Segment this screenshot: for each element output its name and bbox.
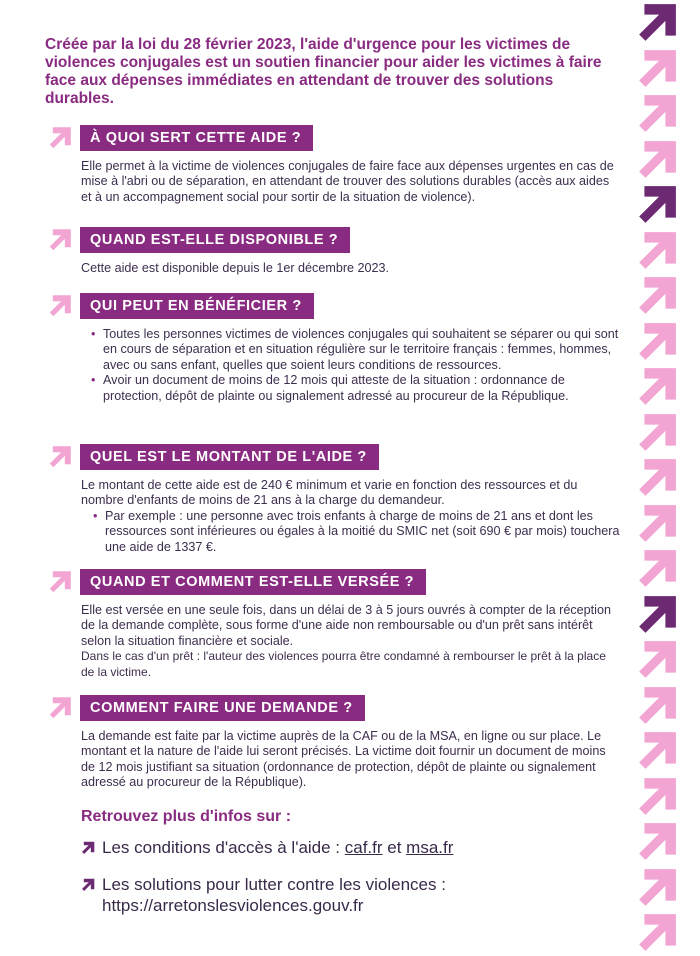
caf-link[interactable]: caf.fr (344, 838, 383, 857)
rail-arrow-icon (636, 412, 678, 454)
section-request (48, 694, 620, 791)
rail-arrow-icon (636, 93, 678, 135)
arrow-icon (48, 126, 72, 150)
conditions-text: Les conditions d'accès à l'aide : (102, 838, 345, 857)
arrow-icon (48, 570, 72, 594)
more-info-line-solutions (81, 874, 601, 916)
solutions-text[interactable]: Les solutions pour lutter contre les violences : https://arretonslesviolences.gouv.fr (102, 875, 446, 915)
section-beneficiaries (48, 292, 620, 404)
bullet-item: • Par exemple : une personne avec trois enfants à charge de moins de 21 ans et dont les ressources sont inférieures ou égales à la moitié du SMIC net (soit 690 € par mois) touchera une aide de 1337 €. (93, 509, 620, 555)
more-info-title: Retrouvez plus d'infos sur : (81, 808, 292, 825)
arrow-icon (48, 294, 72, 318)
rail-arrow-icon (636, 776, 678, 818)
more-info (81, 808, 601, 932)
section-paragraph: Cette aide est disponible depuis le 1er décembre 2023. (81, 261, 390, 275)
section-title: QUAND EST-ELLE DISPONIBLE ? (80, 227, 350, 253)
rail-arrow-icon (636, 548, 678, 590)
section-purpose (48, 124, 620, 205)
section-title: QUEL EST LE MONTANT DE L'AIDE ? (80, 444, 379, 470)
decorative-arrow-rail (636, 0, 682, 956)
rail-arrow-icon (636, 139, 678, 181)
rail-arrow-icon (636, 457, 678, 499)
bullet-item: • Avoir un document de moins de 12 mois qui atteste de la situation : ordonnance de protection, dépôt de plainte ou signalement adressé au procureur de la République. (91, 373, 620, 404)
msa-link[interactable]: msa.fr (406, 838, 454, 857)
section-paragraph: Le montant de cette aide est de 240 € minimum et varie en fonction des ressources et du nombre d'enfants de moins de 21 ans à la charge du demandeur. (81, 478, 578, 508)
section-availability (48, 226, 620, 276)
more-info-line-conditions (81, 837, 601, 858)
arrow-icon (48, 445, 72, 469)
section-paragraph: Elle est versée en une seule fois, dans un délai de 3 à 5 jours ouvrés à compter de la réception de la demande complète, sous forme d'une aide non remboursable ou d'un prêt sans intérêt selon la situation financière et sociale. (81, 603, 611, 648)
rail-arrow-icon (636, 639, 678, 681)
rail-arrow-icon (636, 321, 678, 363)
rail-arrow-icon (636, 366, 678, 408)
section-paragraph: La demande est faite par la victime auprès de la CAF ou de la MSA, en ligne ou sur place. Le montant et la nature de l'aide lui seront précisés. La victime doit fournir un document de moins de 12 mois justifiant sa situation (ordonnance de protection, dépôt de plainte ou signalement adressé au procureur de la République). (81, 729, 606, 790)
section-title: COMMENT FAIRE UNE DEMANDE ? (80, 695, 365, 721)
arrow-icon (48, 228, 72, 252)
rail-arrow-icon (636, 685, 678, 727)
conjunction-text: et (382, 838, 407, 857)
section-paragraph: Elle permet à la victime de violences conjugales de faire face aux dépenses urgentes en cas de mise à l'abri ou de séparation, en attendant de trouver des solutions durables (accès aux aides et à un accompagnement social pour sortir de la situation de violence). (81, 159, 614, 204)
rail-arrow-icon (636, 184, 678, 226)
arrow-icon (81, 878, 95, 892)
bullet-item: • Toutes les personnes victimes de violences conjugales qui souhaitent se séparer ou qui sont en cours de séparation et en situation régulière sur le territoire français : femmes, hommes, avec ou sans enfant, quelles que soient leurs conditions de ressources. (91, 327, 620, 373)
section-title: À QUOI SERT CETTE AIDE ? (80, 125, 313, 151)
section-amount (48, 443, 620, 555)
rail-arrow-icon (636, 867, 678, 909)
rail-arrow-icon (636, 275, 678, 317)
rail-arrow-icon (636, 821, 678, 863)
section-title: QUAND ET COMMENT EST-ELLE VERSÉE ? (80, 569, 426, 595)
rail-arrow-icon (636, 503, 678, 545)
rail-arrow-icon (636, 2, 678, 44)
rail-arrow-icon (636, 730, 678, 772)
rail-arrow-icon (636, 912, 678, 954)
arrow-icon (81, 841, 95, 855)
rail-arrow-icon (636, 230, 678, 272)
arrow-icon (48, 696, 72, 720)
rail-arrow-icon (636, 48, 678, 90)
section-payment (48, 568, 620, 680)
intro-paragraph: Créée par la loi du 28 février 2023, l'aide d'urgence pour les victimes de violences conjugales est un soutien financier pour aider les victimes à faire face aux dépenses immédiates en attendant de trouver des solutions durables. (45, 36, 602, 107)
section-note: Dans le cas d'un prêt : l'auteur des violences pourra être condamné à rembourser le prêt à la place de la victime. (81, 649, 606, 679)
rail-arrow-icon (636, 594, 678, 636)
section-title: QUI PEUT EN BÉNÉFICIER ? (80, 293, 314, 319)
